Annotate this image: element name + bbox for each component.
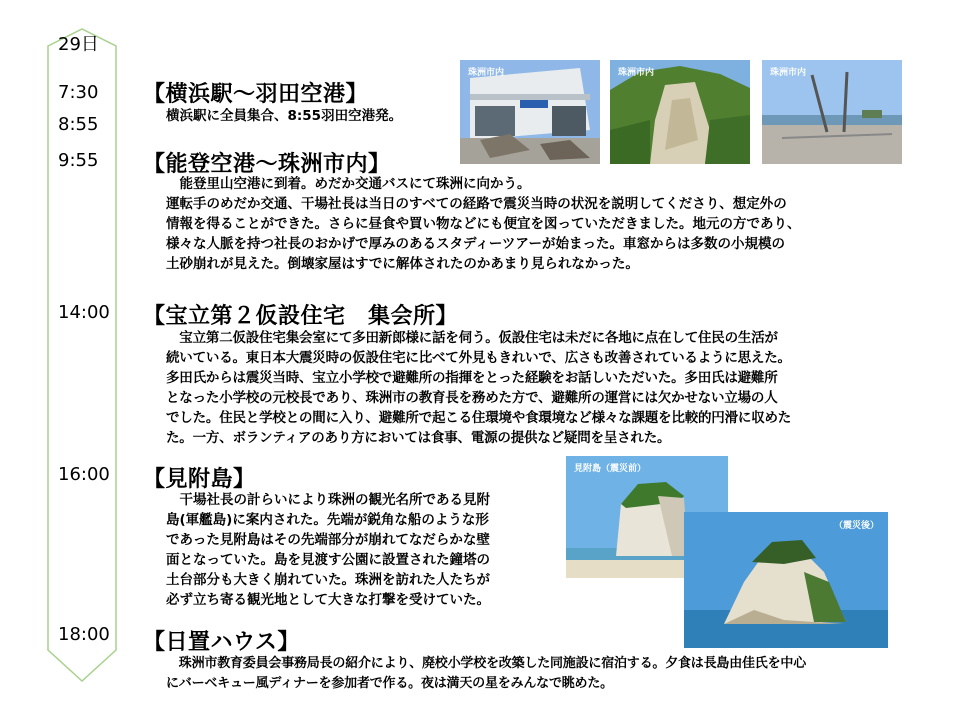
heading-temporary-housing: 【宝立第２仮設住宅 集会所】 — [143, 304, 459, 329]
text-line: 珠洲市教育委員会事務局長の紹介により、廃校小学校を改築した同施設に宿泊する。夕食は長島由佳氏を中心 — [166, 656, 807, 671]
heading-yokohama-haneda: 【横浜駅～羽田空港】 — [143, 82, 369, 107]
text-line: 宝立第二仮設住宅集会室にて多田新郎様に話を伺う。仮設住宅は未だに各地に点在して住民の生活が — [166, 330, 778, 346]
text-line: 能登里山空港に到着。めだか交通バスにて珠洲に向かう。 — [166, 176, 531, 192]
text-line: にバーベキュー風ディナーを参加者で作る。夜は満天の星をみんなで眺めた。 — [166, 676, 613, 691]
photo-damaged-shop — [460, 60, 600, 164]
day-label: 29日 — [58, 34, 99, 55]
text-line: 続いている。東日本大震災時の仮設住宅に比べて外見もきれいで、広さも改善されているように思えた。 — [166, 350, 791, 366]
time-0855: 8:55 — [58, 114, 99, 135]
text-line: 干場社長の計らいにより珠洲の観光名所である見附 — [166, 492, 490, 508]
text-line: 土砂崩れが見えた。倒壊家屋はすでに解体されたのかあまり見られなかった。 — [166, 256, 639, 272]
photo-mitsukejima-after — [684, 512, 888, 648]
time-0955: 9:55 — [58, 150, 99, 171]
text-line: た。一方、ボランティアのあり方においては食事、電源の提供など疑問を呈された。 — [166, 430, 671, 446]
text-line: 運転手のめだか交通、干場社長は当日のすべての経路で震災当時の状況を説明してくださり、想定外の — [166, 196, 787, 212]
text-line: 必ず立ち寄る観光地として大きな打撃を受けていた。 — [166, 592, 490, 608]
photo-caption: 珠洲市内 — [618, 68, 655, 78]
text-line: 面となっていた。島を見渡す公園に設置された鐘塔の — [166, 552, 490, 568]
heading-mitsukejima: 【見附島】 — [143, 467, 256, 492]
text-line: 情報を得ることができた。さらに昼食や買い物などにも便宜を図っていただきました。地元の方であり、 — [166, 216, 801, 232]
section-mitsukejima-body — [166, 490, 490, 610]
photo-landslide — [610, 60, 750, 164]
photo-caption: 見附島（震災前） — [574, 464, 647, 474]
photo-caption: 珠洲市内 — [770, 68, 807, 78]
time-1800: 18:00 — [58, 624, 110, 645]
heading-noto-suzu: 【能登空港～珠洲市内】 — [143, 152, 391, 177]
text-line: 様々な人脈を持つ社長のおかげで厚みのあるスタディーツアーが始まった。車窓からは多数の小規模の — [166, 236, 785, 252]
section-yokohama-body — [166, 106, 402, 126]
photo-caption: 珠洲市内 — [468, 68, 505, 78]
text-line: 土台部分も大きく崩れていた。珠洲を訪れた人たちが — [166, 572, 490, 588]
text-line: でした。住民と学校との間に入り、避難所で起こる住環境や食環境など様々な課題を比較的円滑に収めた — [166, 410, 792, 426]
photo-caption: （震災後） — [834, 521, 880, 531]
photo-tilted-pole — [762, 60, 902, 164]
text-line: 多田氏からは震災当時、宝立小学校で避難所の指揮をとった経験をお話しいただいた。多田氏は避難所 — [166, 370, 778, 386]
section-noto-body — [166, 174, 801, 274]
time-0730: 7:30 — [58, 82, 99, 103]
text-line: 島(軍艦島)に案内された。先端が鋭角な船のような形 — [166, 512, 489, 528]
text-line: 横浜駅に全員集合、8:55羽田空港発。 — [166, 108, 403, 124]
text-line: となった小学校の元校長であり、珠洲市の教育長を務めた方で、避難所の運営には欠かせない立場の人 — [166, 390, 778, 406]
time-1600: 16:00 — [58, 464, 110, 485]
section-housing-body — [166, 328, 791, 448]
heading-hioki-house: 【日置ハウス】 — [143, 630, 300, 655]
section-hioki-body — [166, 654, 806, 694]
time-1400: 14:00 — [58, 302, 110, 323]
text-line: であった見附島はその先端部分が崩れてなだらかな壁 — [166, 532, 490, 548]
